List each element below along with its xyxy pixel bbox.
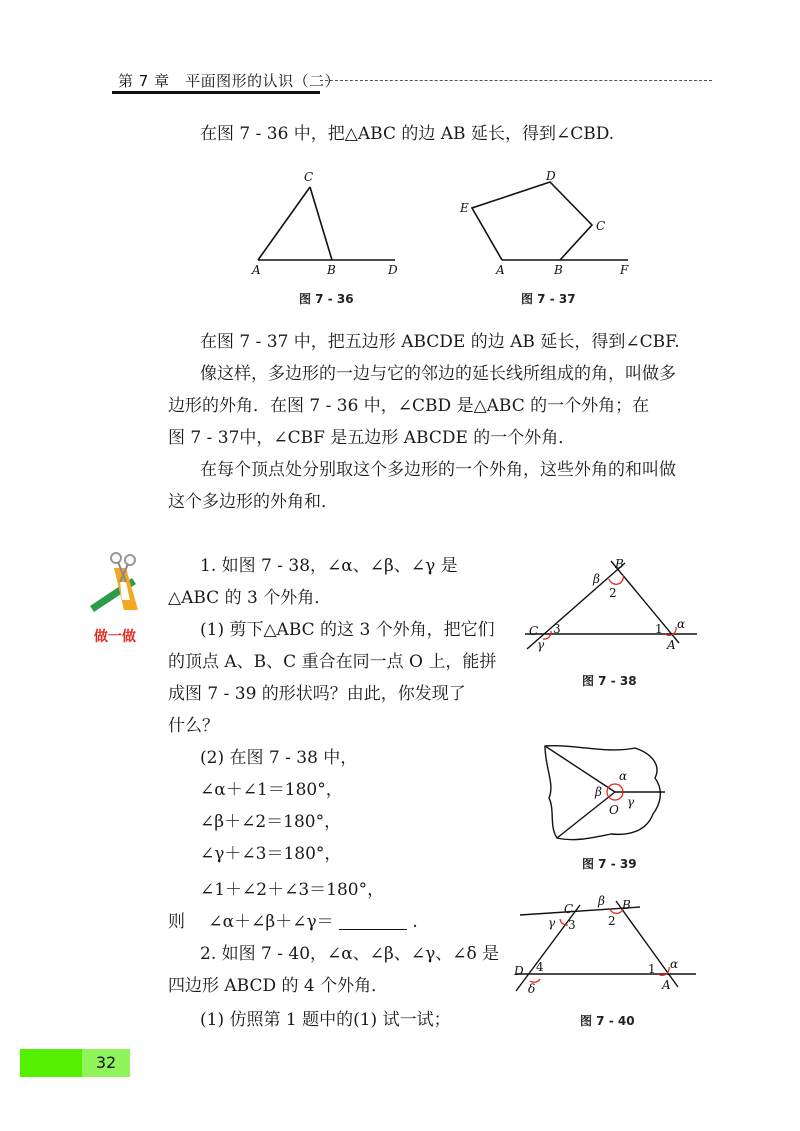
fig38-label-a: A bbox=[667, 638, 676, 652]
para-sum-line1: 在每个顶点处分别取这个多边形的一个外角，这些外角的和叫做 bbox=[200, 460, 676, 480]
fig40-n3: 3 bbox=[568, 918, 576, 932]
fig37-label-c: C bbox=[596, 219, 606, 233]
fig38-n1: 1 bbox=[655, 622, 663, 636]
scissors-ruler-icon bbox=[76, 548, 156, 628]
fig38-label-c: C bbox=[529, 624, 539, 638]
fig36-label-d: D bbox=[388, 263, 398, 277]
fig40-n4: 4 bbox=[536, 960, 544, 974]
fig40-delta: δ bbox=[528, 982, 536, 996]
fig36-label-a: A bbox=[252, 263, 261, 277]
q1b-line1: (2) 在图 7 - 38 中， bbox=[200, 748, 358, 768]
para-definition-line3: 图 7 - 37中，∠CBF 是五边形 ABCDE 的一个外角． bbox=[168, 428, 576, 448]
fig40-label-d: D bbox=[514, 964, 524, 978]
fig38-alpha: α bbox=[677, 617, 686, 631]
fig36-caption: 图 7 - 36 bbox=[299, 292, 354, 306]
fig39-label-o: O bbox=[609, 803, 619, 817]
answer-blank[interactable] bbox=[339, 911, 407, 930]
equation-3: ∠γ＋∠3＝180°， bbox=[200, 844, 342, 864]
fig40-label-b: B bbox=[622, 898, 631, 912]
fig37-label-e: E bbox=[460, 201, 469, 215]
fig38-label-b: B bbox=[615, 557, 624, 571]
chapter-title: 第 7 章 平面图形的认识（二） bbox=[118, 72, 341, 90]
fig40-n2: 2 bbox=[608, 914, 616, 928]
q1a-line4: 什么？ bbox=[168, 716, 219, 736]
q1a-line1: (1) 剪下△ABC 的这 3 个外角，把它们 bbox=[200, 620, 495, 640]
figure-7-37 bbox=[450, 170, 640, 280]
fig38-gamma: γ bbox=[537, 638, 545, 652]
equation-5-suffix: . bbox=[412, 912, 418, 932]
fig39-caption: 图 7 - 39 bbox=[582, 857, 637, 871]
figure-7-40 bbox=[508, 895, 704, 1003]
equation-1: ∠α＋∠1＝180°， bbox=[200, 780, 343, 800]
para-definition-line1: 像这样，多边形的一边与它的邻边的延长线所组成的角，叫做多 bbox=[200, 364, 676, 384]
para-definition-line2: 边形的外角．在图 7 - 36 中，∠CBD 是△ABC 的一个外角；在 bbox=[168, 396, 650, 416]
header-underline bbox=[112, 91, 320, 94]
equation-5: ∠α＋∠β＋∠γ＝ bbox=[208, 912, 334, 932]
fig37-caption: 图 7 - 37 bbox=[521, 292, 576, 306]
fig40-gamma: γ bbox=[548, 916, 556, 930]
fig37-label-b: B bbox=[554, 263, 563, 277]
equation-5-row bbox=[168, 906, 418, 938]
q1a-line3: 成图 7 - 39 的形状吗？由此，你发现了 bbox=[168, 684, 466, 704]
fig36-label-c: C bbox=[304, 170, 314, 184]
figure-7-39 bbox=[535, 740, 685, 850]
intro-line: 在图 7 - 36 中，把△ABC 的边 AB 延长，得到∠CBD. bbox=[200, 124, 615, 144]
fig40-n1: 1 bbox=[648, 962, 656, 976]
figure-7-38 bbox=[515, 555, 705, 655]
equation-5-prefix: 则 bbox=[168, 912, 185, 932]
figure-7-36 bbox=[240, 165, 420, 280]
fig37-label-a: A bbox=[496, 263, 505, 277]
q2a-line: (1) 仿照第 1 题中的(1) 试一试； bbox=[200, 1010, 451, 1030]
fig38-beta: β bbox=[593, 572, 600, 586]
header-dashed-rule bbox=[320, 80, 712, 81]
fig40-alpha: α bbox=[670, 957, 679, 971]
fig40-caption: 图 7 - 40 bbox=[580, 1014, 635, 1028]
q1a-line2: 的顶点 A、B、C 重合在同一点 O 上，能拼 bbox=[168, 652, 497, 672]
page-number-bar bbox=[20, 1049, 82, 1077]
para-sum-line2: 这个多边形的外角和． bbox=[168, 492, 338, 512]
equation-4: ∠1＋∠2＋∠3＝180°， bbox=[200, 880, 385, 900]
q2-line1: 2. 如图 7 - 40，∠α、∠β、∠γ、∠δ 是 bbox=[200, 944, 500, 964]
fig37-label-f: F bbox=[620, 263, 629, 277]
fig37-label-d: D bbox=[546, 170, 556, 183]
fig40-beta: β bbox=[598, 895, 605, 908]
activity-badge: 做一做 bbox=[94, 629, 136, 645]
fig39-gamma: γ bbox=[627, 795, 635, 809]
fig39-alpha: α bbox=[619, 769, 628, 783]
fig40-label-c: C bbox=[564, 902, 574, 916]
para-extend-pentagon: 在图 7 - 37 中，把五边形 ABCDE 的边 AB 延长，得到∠CBF. bbox=[200, 332, 680, 352]
q1-line2: △ABC 的 3 个外角． bbox=[168, 588, 332, 608]
fig39-beta: β bbox=[595, 785, 602, 799]
fig38-n2: 2 bbox=[609, 586, 617, 600]
q2-line2: 四边形 ABCD 的 4 个外角． bbox=[168, 976, 389, 996]
fig36-label-b: B bbox=[327, 263, 336, 277]
page-number: 32 bbox=[82, 1049, 130, 1077]
equation-2: ∠β＋∠2＝180°， bbox=[200, 812, 342, 832]
q1-line1: 1. 如图 7 - 38，∠α、∠β、∠γ 是 bbox=[200, 556, 458, 576]
fig38-n3: 3 bbox=[553, 622, 561, 636]
fig40-label-a: A bbox=[662, 978, 671, 992]
fig38-caption: 图 7 - 38 bbox=[582, 674, 637, 688]
